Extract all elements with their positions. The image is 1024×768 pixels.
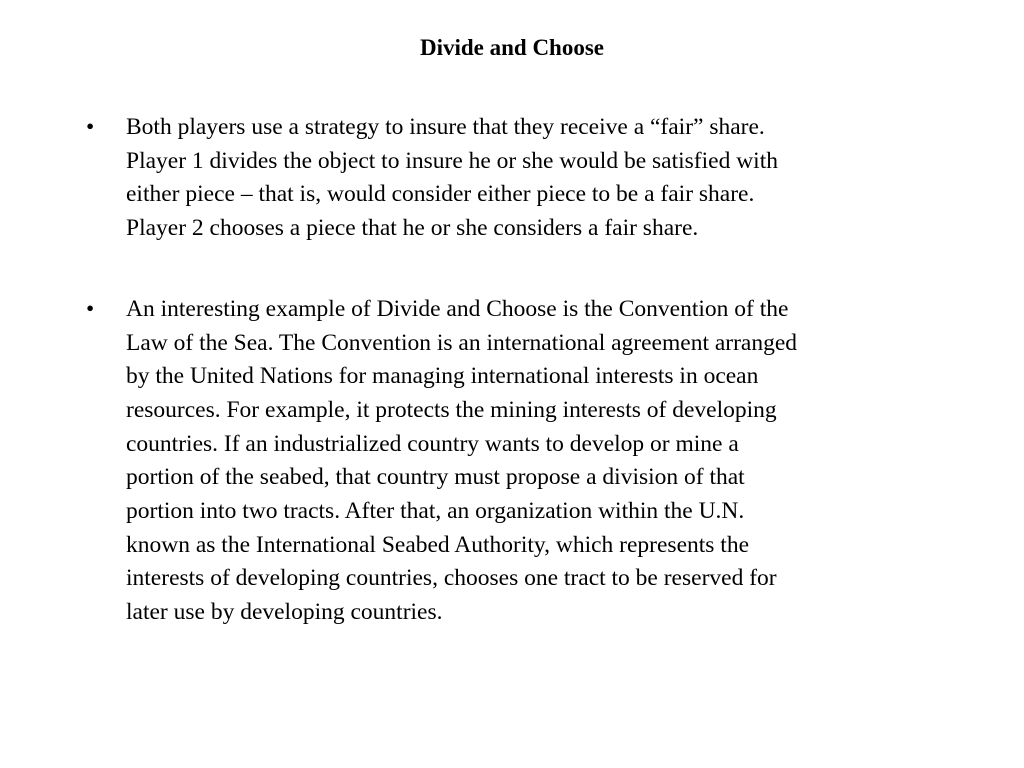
bullet-marker: • <box>86 114 95 140</box>
slide-title: Divide and Choose <box>419 35 605 60</box>
text-line: interests of developing countries, chooses one tract to be reserved for <box>126 565 777 592</box>
text-line: Law of the Sea. The Convention is an international agreement arranged <box>126 329 798 356</box>
text-line: Both players use a strategy to insure that they receive a “fair” share. <box>126 114 765 140</box>
text-line: portion of the seabed, that country must propose a division of that <box>126 464 745 491</box>
text-line: known as the International Seabed Authority, which represents the <box>126 531 750 558</box>
text-line: either piece – that is, would consider either piece to be a fair share. <box>126 181 755 208</box>
bullet-list <box>84 111 954 677</box>
bullet-marker: • <box>86 295 95 322</box>
text-line: countries. If an industrialized country wants to develop or mine a <box>126 430 739 457</box>
bullet-item-strategy <box>84 111 954 246</box>
text-line: An interesting example of Divide and Choose is the Convention of the <box>126 295 789 322</box>
text-line: by the United Nations for managing international interests in ocean <box>126 363 759 390</box>
text-line: resources. For example, it protects the mining interests of developing <box>126 396 777 423</box>
bullet-text <box>126 111 954 246</box>
text-line: Player 1 divides the object to insure he or she would be satisfied with <box>126 147 778 174</box>
bullet-item-example <box>84 293 954 630</box>
text-line: portion into two tracts. After that, an organization within the U.N. <box>126 498 745 525</box>
text-line: later use by developing countries. <box>126 599 443 626</box>
bullet-text <box>126 293 954 630</box>
text-line: Player 2 chooses a piece that he or she considers a fair share. <box>126 215 699 242</box>
